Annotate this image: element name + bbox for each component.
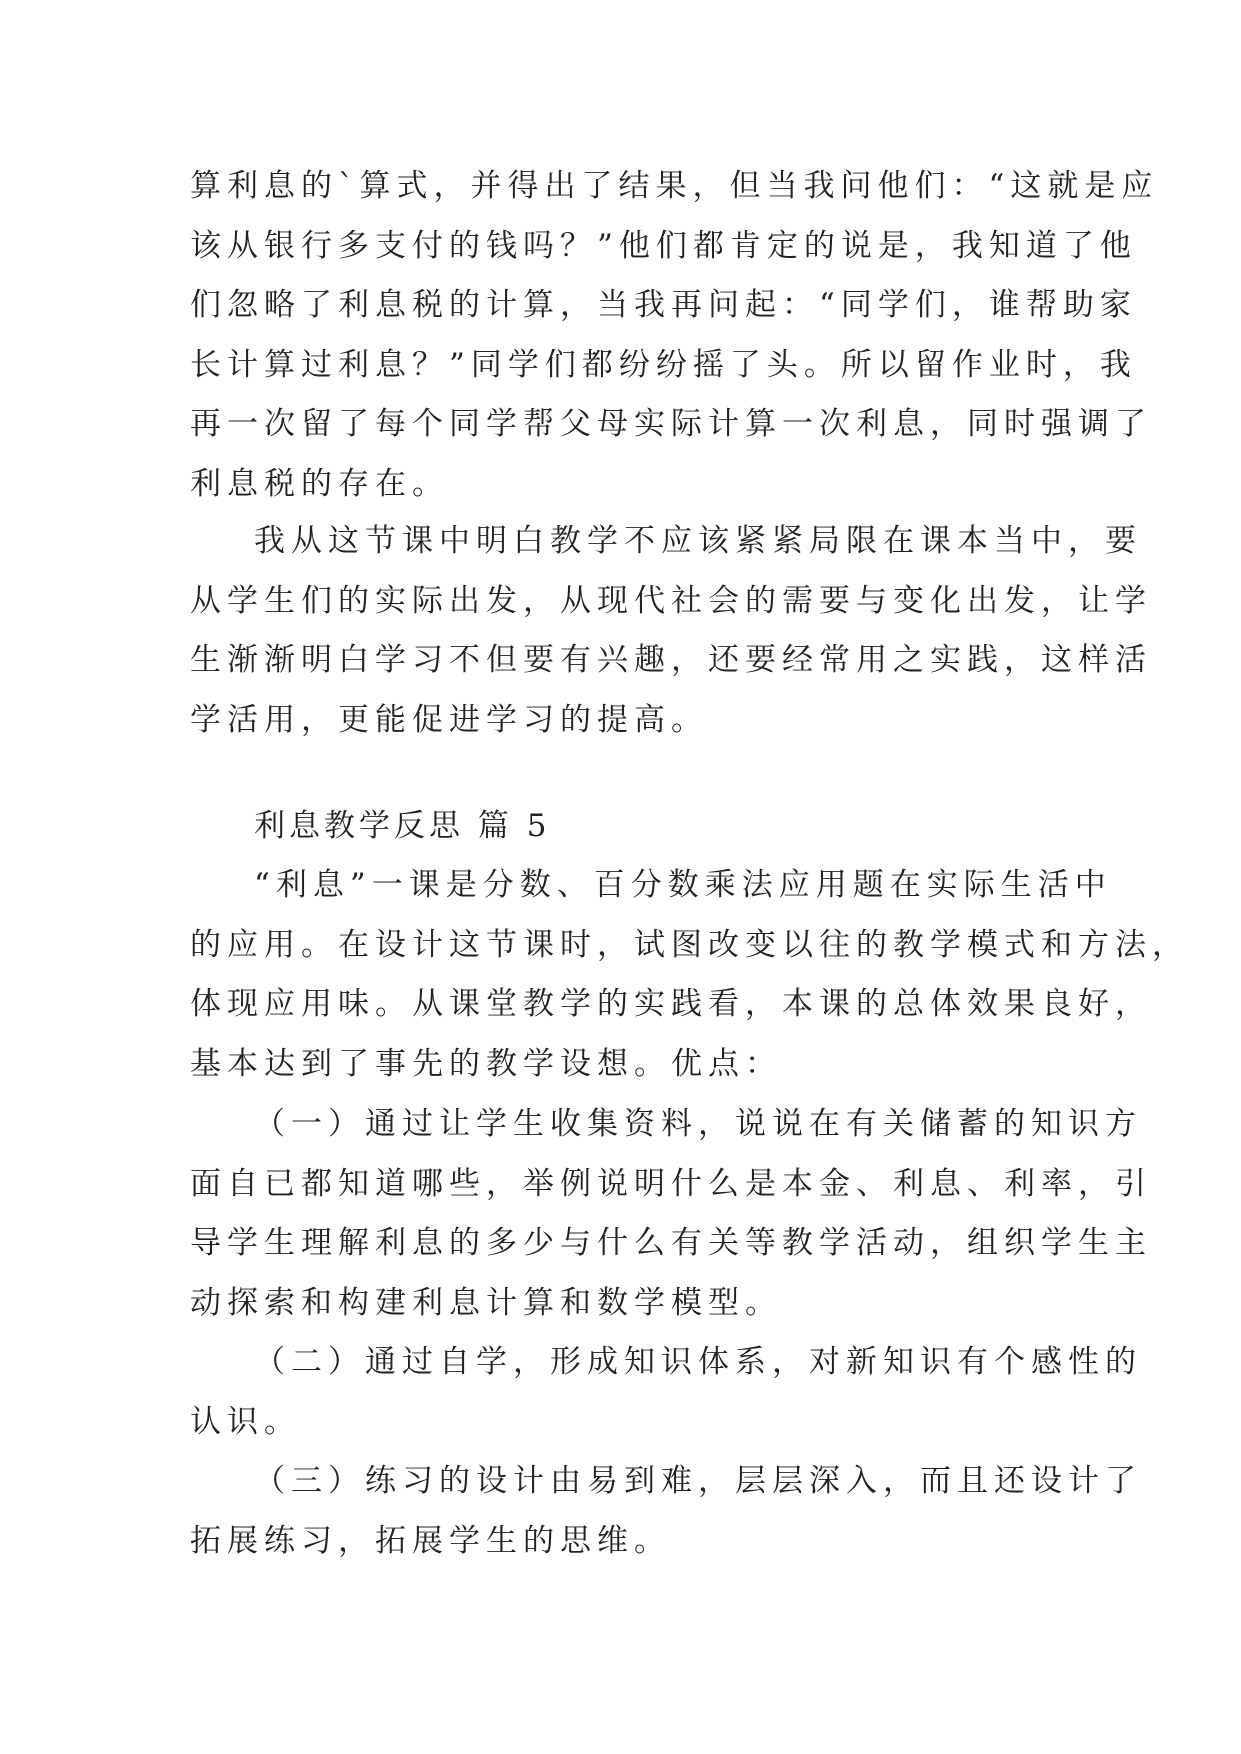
paragraph-line: 长计算过利息？”同学们都纷纷摇了头。所以留作业时，我 [190, 346, 1137, 383]
paragraph-reflection [190, 512, 1152, 750]
paragraph-line: 基本达到了事先的教学设想。优点： [190, 1045, 782, 1082]
paragraph-line: （一）通过让学生收集资料，说说在有关储蓄的知识方 [254, 1106, 1142, 1142]
paragraph-line: 生渐渐明白学习不但要有兴趣，还要经常用之实践，这样活 [190, 642, 1152, 678]
paragraph-intro [190, 856, 1189, 1094]
paragraph-point-three [190, 1452, 1142, 1571]
paragraph-line: 动探索和构建利息计算和数学模型。 [190, 1284, 782, 1321]
paragraph-point-one [190, 1095, 1152, 1333]
section-heading: 利息教学反思 篇 5 [254, 808, 551, 844]
paragraph-line: “利息”一课是分数、百分数乘法应用题在实际生活中 [254, 867, 1112, 903]
paragraph-line: 体现应用味。从课堂教学的实践看，本课的总体效果良好， [190, 986, 1152, 1022]
paragraph-line: 导学生理解利息的多少与什么有关等教学活动，组织学生主 [190, 1225, 1152, 1261]
paragraph-line: （三）练习的设计由易到难，层层深入，而且还设计了 [254, 1463, 1142, 1499]
paragraph-line: 面自已都知道哪些，举例说明什么是本金、利息、利率，引 [190, 1165, 1152, 1202]
paragraph-line: 再一次留了每个同学帮父母实际计算一次利息，同时强调了 [190, 406, 1152, 442]
paragraph-line: 该从银行多支付的钱吗？”他们都肯定的说是，我知道了他 [190, 227, 1137, 264]
paragraph-line: （二）通过自学，形成知识体系，对新知识有个感性的 [254, 1344, 1142, 1380]
paragraph-line: 拓展练习，拓展学生的思维。 [190, 1522, 671, 1559]
paragraph-line: 我从这节课中明白教学不应该紧紧局限在课本当中，要 [254, 523, 1142, 559]
paragraph-line: 的应用。在设计这节课时，试图改变以往的教学模式和方法， [190, 926, 1189, 963]
paragraph-line: 学活用，更能促进学习的提高。 [190, 701, 708, 738]
paragraph-continuation [190, 157, 1159, 514]
paragraph-line: 认识。 [190, 1403, 301, 1440]
paragraph-line: 从学生们的实际出发，从现代社会的需要与变化出发，让学 [190, 582, 1152, 619]
paragraph-line: 利息税的存在。 [190, 465, 449, 502]
paragraph-line: 们忽略了利息税的计算，当我再问起：“同学们，谁帮助家 [190, 287, 1137, 323]
paragraph-point-two [190, 1333, 1142, 1452]
paragraph-line: 算利息的`算式，并得出了结果，但当我问他们：“这就是应 [190, 168, 1159, 204]
